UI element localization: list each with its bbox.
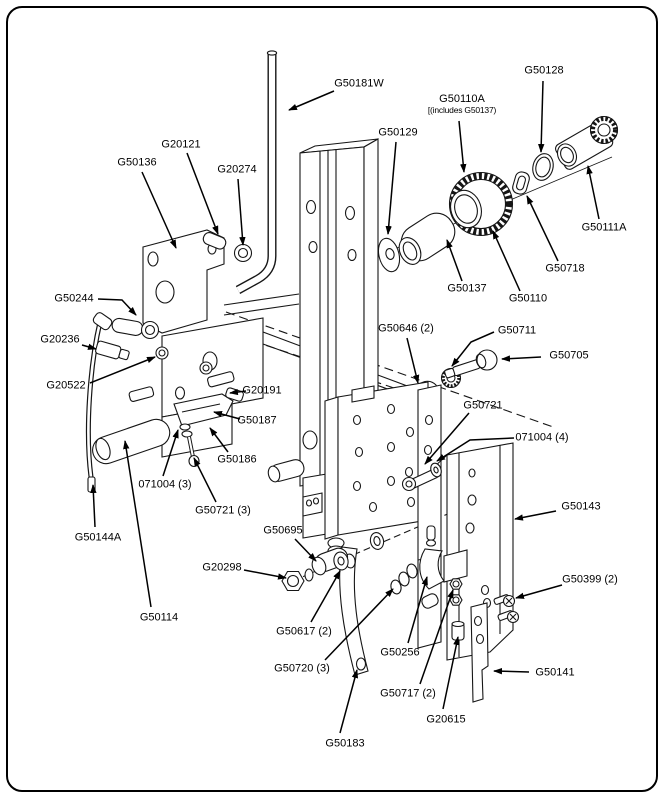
part-label-g50129 bbox=[378, 127, 417, 140]
part-label-g50136 bbox=[117, 157, 156, 170]
part-label-g50143 bbox=[561, 501, 600, 514]
part-number-text: G50705 bbox=[549, 349, 589, 362]
part-label-g50111a bbox=[582, 222, 627, 235]
part-number-text: G50718 bbox=[545, 262, 585, 275]
part-label-g50256 bbox=[380, 647, 419, 660]
part-number-text: G50186 bbox=[217, 453, 257, 466]
part-label-g20236 bbox=[40, 334, 79, 347]
part-label-subnote: [(includes G50137) bbox=[427, 104, 497, 115]
part-label-g50711 bbox=[498, 325, 536, 338]
part-label-g50721-3 bbox=[195, 505, 251, 518]
part-number-text: G50720 (3) bbox=[274, 662, 330, 675]
part-number-text: G50244 bbox=[54, 292, 94, 305]
part-label-g50128 bbox=[524, 65, 563, 78]
part-label-g50137 bbox=[447, 283, 486, 296]
part-label-g50114 bbox=[140, 612, 178, 625]
part-number-text: G50187 bbox=[237, 414, 277, 427]
part-number-text: G50110 bbox=[508, 292, 548, 305]
part-number-text: G50646 (2) bbox=[378, 322, 434, 335]
part-number-text: G50717 (2) bbox=[380, 687, 436, 700]
part-label-g50110a bbox=[428, 93, 496, 115]
part-number-text: G50144A bbox=[74, 531, 122, 544]
part-label-g20191 bbox=[242, 385, 281, 398]
part-number-text: G20298 bbox=[202, 561, 242, 574]
part-label-g50695 bbox=[263, 525, 302, 538]
part-label-g50186 bbox=[217, 454, 256, 467]
part-number-text: G50114 bbox=[139, 611, 179, 624]
part-number-text: G50711 bbox=[497, 324, 537, 337]
part-label-g50181w bbox=[334, 78, 384, 91]
part-number-text: G20522 bbox=[46, 379, 86, 392]
part-number-text: 071004 (4) bbox=[515, 431, 569, 444]
part-label-g50110 bbox=[509, 293, 547, 306]
part-label-g20274 bbox=[217, 164, 256, 177]
part-label-g20522 bbox=[46, 380, 85, 393]
part-number-text: G50399 (2) bbox=[562, 573, 618, 586]
part-label-g50144a bbox=[75, 532, 121, 545]
part-number-text: G50695 bbox=[263, 524, 303, 537]
part-label-g50244 bbox=[54, 293, 93, 306]
part-label-g20121 bbox=[161, 139, 200, 152]
part-label-g50399-2 bbox=[562, 574, 618, 587]
part-number-text: G50256 bbox=[380, 646, 420, 659]
part-label-g20298 bbox=[202, 562, 241, 575]
part-number-text: G20615 bbox=[426, 713, 466, 726]
part-label-g50646-2 bbox=[378, 323, 434, 336]
part-label-g50717-2 bbox=[380, 688, 436, 701]
part-label-g50141 bbox=[535, 667, 574, 680]
part-label-071004-3 bbox=[138, 479, 191, 492]
part-number-text: G50137 bbox=[447, 282, 487, 295]
part-label-g20615 bbox=[426, 714, 465, 727]
part-number-text: 071004 (3) bbox=[138, 478, 192, 491]
part-label-g50187 bbox=[237, 415, 276, 428]
part-number-text: G50181W bbox=[334, 77, 384, 90]
part-label-g50183 bbox=[325, 738, 364, 751]
part-number-text: G50721 (3) bbox=[195, 504, 251, 517]
part-number-text: G50129 bbox=[378, 126, 418, 139]
part-number-text: G50136 bbox=[117, 156, 157, 169]
part-number-text: G50721 bbox=[463, 399, 503, 412]
part-number-text: G50111A bbox=[581, 221, 627, 234]
part-number-text: G20236 bbox=[40, 333, 80, 346]
part-label-g50720-3 bbox=[274, 663, 330, 676]
part-number-text: G50143 bbox=[561, 500, 601, 513]
part-label-g50705 bbox=[549, 350, 588, 363]
part-number-text: G50141 bbox=[535, 666, 575, 679]
part-number-text: G50110A bbox=[439, 92, 485, 105]
part-number-text: G50617 (2) bbox=[276, 625, 332, 638]
part-label-g50721 bbox=[463, 400, 502, 413]
part-number-text: G20274 bbox=[217, 163, 257, 176]
part-label-g50617-2 bbox=[276, 626, 332, 639]
part-number-text: G20121 bbox=[161, 138, 201, 151]
part-number-text: G50183 bbox=[325, 737, 365, 750]
part-label-g50718 bbox=[545, 263, 584, 276]
part-number-text: G20191 bbox=[242, 384, 282, 397]
part-number-text: G50128 bbox=[524, 64, 564, 77]
part-label-071004-4 bbox=[515, 432, 568, 445]
